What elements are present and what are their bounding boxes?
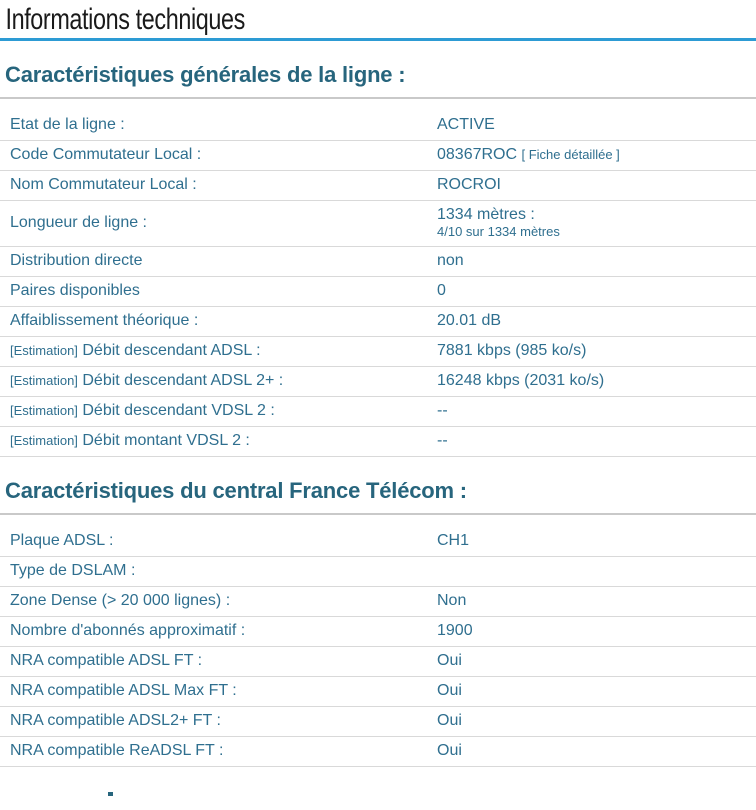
row-label: Nom Commutateur Local :: [0, 171, 437, 201]
row-label: Nombre d'abonnés approximatif :: [0, 617, 437, 647]
row-label: Affaiblissement théorique :: [0, 307, 437, 337]
table-row: [0, 141, 756, 171]
table-row: [0, 307, 756, 337]
estimation-tag: [Estimation]: [10, 433, 78, 448]
row-label: [0, 397, 437, 427]
row-value: ACTIVE: [437, 111, 756, 141]
row-label: Etat de la ligne :: [0, 111, 437, 141]
row-label: Paires disponibles: [0, 277, 437, 307]
clipped-next-section-fragment: [108, 792, 113, 796]
row-label: Distribution directe: [0, 247, 437, 277]
row-value: [437, 201, 756, 247]
table-row: [0, 647, 756, 677]
table-row: [0, 367, 756, 397]
table-row: [0, 737, 756, 767]
fiche-detaillee-link[interactable]: [ Fiche détaillée ]: [521, 147, 620, 162]
row-label: Type de DSLAM :: [0, 557, 437, 587]
row-value: 7881 kbps (985 ko/s): [437, 337, 756, 367]
info-table-ligne: [0, 111, 756, 457]
row-value: 0: [437, 277, 756, 307]
row-value: 20.01 dB: [437, 307, 756, 337]
table-row: [0, 617, 756, 647]
row-label: NRA compatible ReADSL FT :: [0, 737, 437, 767]
row-label-text: Débit montant VDSL 2 :: [82, 432, 250, 449]
row-value: Oui: [437, 647, 756, 677]
row-label: NRA compatible ADSL Max FT :: [0, 677, 437, 707]
table-row: [0, 247, 756, 277]
row-value: [437, 141, 756, 171]
table-row: [0, 677, 756, 707]
row-label-text: Débit descendant ADSL 2+ :: [82, 372, 284, 389]
row-value: ROCROI: [437, 171, 756, 201]
row-label: Code Commutateur Local :: [0, 141, 437, 171]
section-caracteristiques-ligne: [0, 62, 756, 457]
table-row: [0, 557, 756, 587]
table-row: [0, 111, 756, 141]
row-value: non: [437, 247, 756, 277]
estimation-tag: [Estimation]: [10, 403, 78, 418]
row-label: Plaque ADSL :: [0, 527, 437, 557]
row-label-text: Débit descendant VDSL 2 :: [82, 402, 275, 419]
row-label: NRA compatible ADSL2+ FT :: [0, 707, 437, 737]
table-row: [0, 527, 756, 557]
row-value: --: [437, 397, 756, 427]
row-value: 16248 kbps (2031 ko/s): [437, 367, 756, 397]
table-row: [0, 337, 756, 367]
row-value: [437, 557, 756, 587]
estimation-tag: [Estimation]: [10, 343, 78, 358]
row-label: NRA compatible ADSL FT :: [0, 647, 437, 677]
title-underline-rule: [0, 38, 756, 41]
row-value: Oui: [437, 737, 756, 767]
section-central-france-telecom: [0, 478, 756, 767]
row-label: Longueur de ligne :: [0, 201, 437, 247]
table-row: [0, 397, 756, 427]
row-value: 1900: [437, 617, 756, 647]
row-value-main: 1334 mètres :: [437, 206, 535, 223]
estimation-tag: [Estimation]: [10, 373, 78, 388]
row-label: Zone Dense (> 20 000 lignes) :: [0, 587, 437, 617]
table-row: [0, 427, 756, 457]
table-row: [0, 277, 756, 307]
row-value: CH1: [437, 527, 756, 557]
row-value: Oui: [437, 707, 756, 737]
row-label-text: Débit descendant ADSL :: [82, 342, 261, 359]
table-row: [0, 201, 756, 247]
row-label: [0, 337, 437, 367]
section-heading-ligne: Caractéristiques générales de la ligne :: [0, 62, 756, 99]
row-label: [0, 427, 437, 457]
table-row: [0, 171, 756, 201]
page-title: Informations techniques: [5, 3, 245, 36]
table-row: [0, 587, 756, 617]
table-row: [0, 707, 756, 737]
row-label: [0, 367, 437, 397]
info-table-central: [0, 527, 756, 767]
row-value: --: [437, 427, 756, 457]
row-value-text: 08367ROC: [437, 146, 518, 163]
section-heading-central: Caractéristiques du central France Télécom :: [0, 478, 756, 515]
row-value-sub: 4/10 sur 1334 mètres: [437, 224, 560, 239]
row-value: Oui: [437, 677, 756, 707]
row-value: Non: [437, 587, 756, 617]
